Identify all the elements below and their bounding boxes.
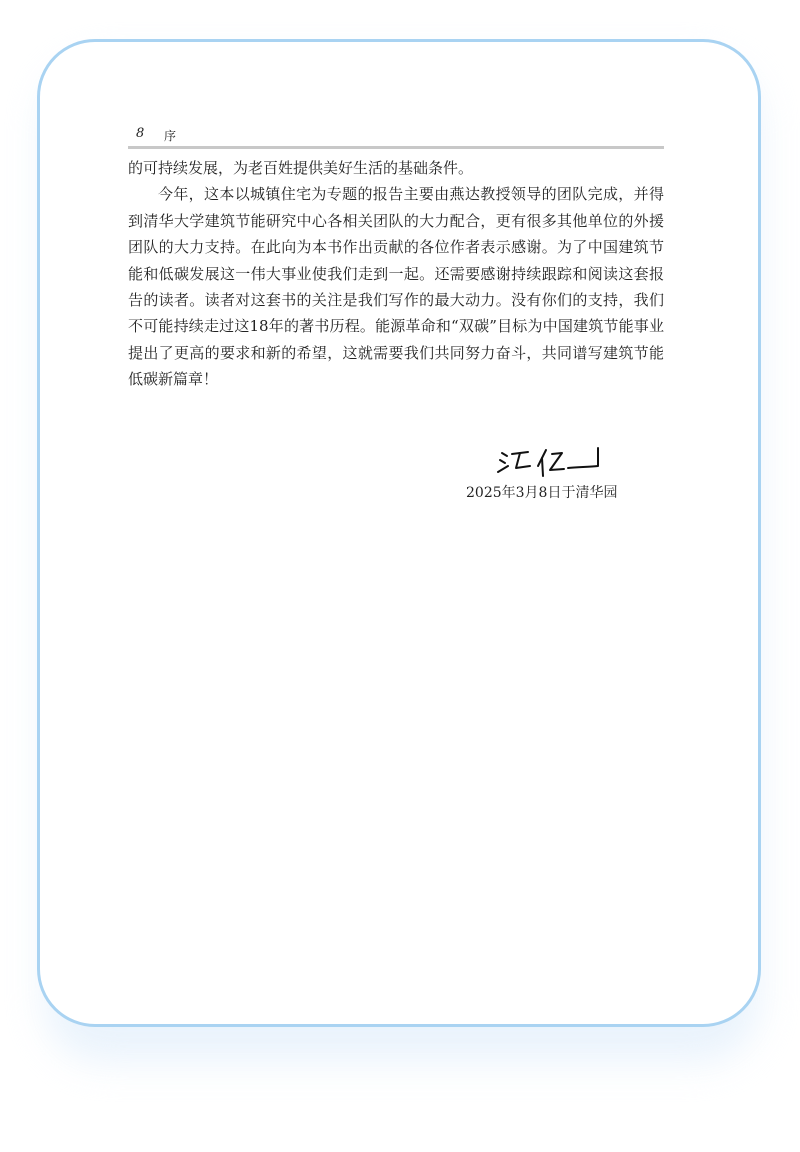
running-header [128, 124, 664, 149]
page-number: 8 [136, 126, 145, 141]
handwritten-signature [494, 444, 604, 480]
paragraph-2: 今年，这本以城镇住宅为专题的报告主要由燕达教授领导的团队完成，并得到清华大学建筑节能研究中心各相关团队的大力配合，更有很多其他单位的外援团队的大力支持。在此向为本书作出贡献的各位作者表示感谢。为了中国建筑节能和低碳发展这一伟大事业使我们走到一起。还需要感谢持续跟踪和阅读这套报告的读者。读者对这套书的关注是我们写作的最大动力。没有你们的支持，我们不可能持续走过这18年的著书历程。能源革命和“双碳”目标为中国建筑节能事业提出了更高的要求和新的希望，这就需要我们共同努力奋斗，共同谱写建筑节能低碳新篇章！ [128, 185, 664, 389]
preface-body [128, 155, 664, 393]
paragraph-1: 的可持续发展，为老百姓提供美好生活的基础条件。 [128, 159, 474, 177]
date-and-place: 2025年3月8日于清华园 [466, 485, 618, 501]
section-title: 序 [164, 129, 177, 143]
